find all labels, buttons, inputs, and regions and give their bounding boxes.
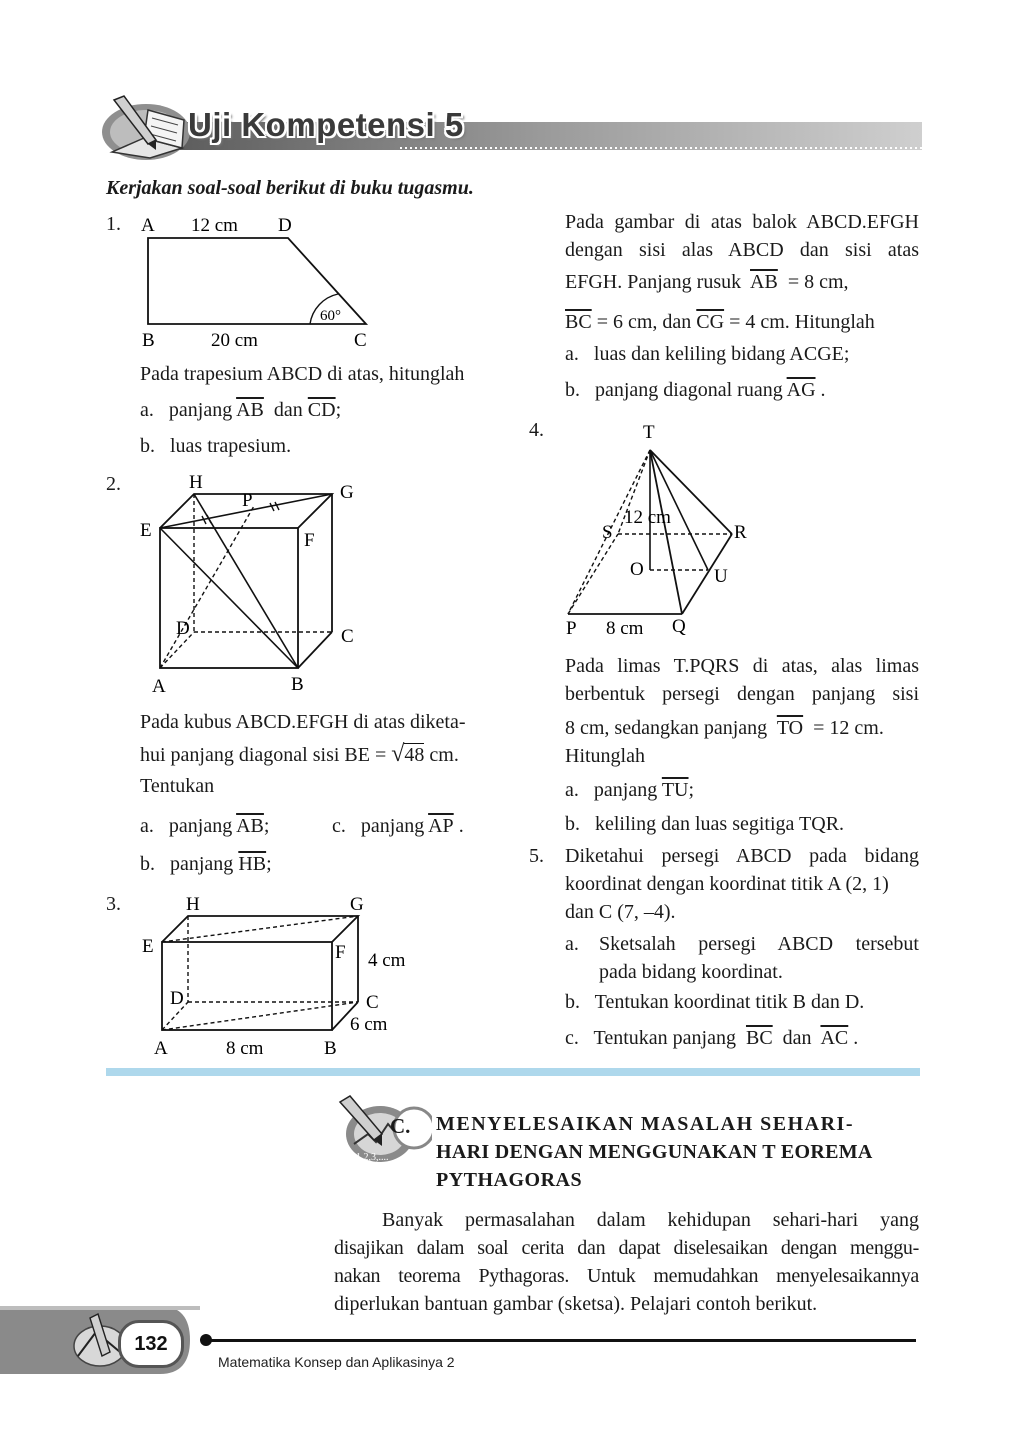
q3-label-l8: 8 cm (226, 1038, 264, 1059)
section-c-para-line2: disajikan dalam soal cerita dan dapat diselesaikan dengan menggu- (334, 1237, 919, 1259)
q3-number: 3. (106, 893, 121, 915)
q3-b-end: . (820, 379, 826, 401)
q2-label-g: G (340, 482, 354, 503)
sqrt-symbol: √ (391, 741, 405, 767)
q2-label-f: F (304, 530, 315, 551)
q4-item-a (565, 776, 694, 804)
q5-b-prefix: b. (565, 991, 580, 1013)
instruction: Kerjakan soal-soal berikut di buku tugasmu. (106, 177, 474, 199)
q5-item-a-prefix: a. (565, 933, 579, 955)
q4-line3 (565, 714, 884, 742)
q4-label-o: O (630, 559, 644, 580)
q3-label-h: H (186, 894, 200, 915)
q3-label-b: B (324, 1038, 337, 1059)
section-c-icon-caption: 1,2,3,.... (356, 1152, 389, 1163)
q3-line3b: = 8 cm, (787, 271, 849, 293)
pencil-book-icon (104, 94, 190, 160)
q2-cube-figure (136, 466, 366, 700)
q5-c-seg2: $\overline{AC}$ (820, 1027, 849, 1049)
q4-a-end: ; (688, 779, 695, 801)
q4-a-prefix: a. (565, 779, 579, 801)
q5-line2: koordinat dengan koordinat titik A (2, 1) (565, 873, 889, 895)
q4-item-b (565, 810, 844, 838)
q5-c-text: Tentukan panjang (593, 1027, 736, 1049)
q2-label-b: B (291, 674, 304, 695)
q4-b-prefix: b. (565, 813, 580, 835)
q2-label-d: D (176, 618, 190, 639)
q4-line1: Pada limas T.PQRS di atas, alas limas (565, 655, 919, 677)
q5-line1: Diketahui persegi ABCD pada bidang (565, 845, 919, 867)
q2-item-c (332, 812, 464, 840)
q4-line4: Hitunglah (565, 745, 645, 767)
q1-text: Pada trapesium ABCD di atas, hitunglah (140, 363, 465, 385)
q2-label-a: A (152, 676, 166, 697)
q3-a-prefix: a. (565, 343, 579, 365)
q3-line3a: EFGH. Panjang rusuk (565, 271, 742, 293)
q5-c-prefix: c. (565, 1027, 579, 1049)
q3-label-c: C (366, 992, 379, 1013)
q3-line4 (565, 308, 875, 336)
q4-line2: berbentuk persegi dengan panjang sisi (565, 683, 919, 705)
q2-c-prefix: c. (332, 815, 346, 837)
q2-b-prefix: b. (140, 853, 155, 875)
q3-item-b (565, 376, 826, 404)
q2-radicand: 48 (404, 744, 425, 766)
q4-line3-seg: $\overline{TO}$ (776, 717, 804, 739)
header-title: Uji Kompetensi 5 (188, 106, 464, 143)
q3-line4a: = 6 cm, dan (596, 311, 692, 333)
q1-number: 1. (106, 213, 121, 235)
q3-label-e: E (142, 936, 154, 957)
q4-a-seg: $\overline{TU}$ (661, 779, 689, 801)
q2-unit: cm. (429, 744, 459, 766)
q1-a-cd: $\overline{CD}$ (307, 399, 336, 421)
q4-label-t: T (643, 422, 655, 443)
q3-label-d: D (170, 988, 184, 1009)
q1-item-b (140, 432, 291, 460)
q3-label-a: A (154, 1038, 168, 1059)
q1-label-bottom: 20 cm (211, 330, 258, 351)
q3-label-g: G (350, 894, 364, 915)
q1-item-a (140, 396, 341, 424)
q2-c-end: . (458, 815, 464, 837)
footer-line (210, 1339, 916, 1342)
q4-label-s8: 8 cm (606, 618, 644, 639)
q1-label-c: C (354, 330, 367, 351)
q3-line1: Pada gambar di atas balok ABCD.EFGH (565, 211, 919, 233)
q1-a-prefix: a. (140, 399, 154, 421)
q5-item-a-line2: pada bidang koordinat. (599, 961, 783, 983)
q3-line4b: = 4 cm. Hitunglah (729, 311, 875, 333)
q2-b-end: ; (266, 853, 272, 875)
q2-text-line2 (140, 740, 459, 769)
q4-label-h12: 12 cm (624, 507, 671, 528)
section-divider (106, 1068, 920, 1076)
q3-b-prefix: b. (565, 379, 580, 401)
q1-b-prefix: b. (140, 435, 155, 457)
q1-label-a: A (141, 215, 155, 236)
section-c-title-line2: HARI DENGAN MENGGUNAKAN T EOREMA (436, 1141, 873, 1163)
section-c-para-line1: Banyak permasalahan dalam kehidupan sehari-hari yang (382, 1209, 919, 1231)
q3-b-seg: $\overline{AG}$ (786, 379, 816, 401)
q2-label-c: C (341, 626, 354, 647)
q1-a-text: panjang (168, 399, 233, 421)
q4-label-r: R (734, 522, 747, 543)
q1-b-text: luas trapesium. (170, 435, 292, 457)
q2-c-seg: $\overline{AP}$ (428, 815, 454, 837)
q2-number: 2. (106, 473, 121, 495)
section-c-title-line1: MENYELESAIKAN MASALAH SEHARI- (436, 1113, 854, 1135)
q5-number: 5. (529, 845, 544, 867)
q3-line3 (565, 268, 849, 296)
footer-page-badge (118, 1320, 184, 1368)
q1-a-end: ; (335, 399, 342, 421)
q2-a-end: ; (263, 815, 270, 837)
q2-text-line1: Pada kubus ABCD.EFGH di atas diketa- (140, 711, 466, 733)
q1-label-b: B (142, 330, 155, 351)
q2-a-prefix: a. (140, 815, 154, 837)
q5-c-dan: dan (782, 1027, 812, 1049)
q3-label-w6: 6 cm (350, 1014, 388, 1035)
q2-text2: hui panjang diagonal sisi BE = (140, 744, 387, 766)
q3-b-text: panjang diagonal ruang (595, 379, 783, 401)
q5-line3: dan C (7, –4). (565, 901, 676, 923)
q2-a-seg: $\overline{AB}$ (236, 815, 264, 837)
q5-b-text: Tentukan koordinat titik B dan D. (594, 991, 865, 1013)
q1-label-top: 12 cm (191, 215, 238, 236)
q3-label-f: F (335, 942, 346, 963)
q4-b-text: keliling dan luas segitiga TQR. (595, 813, 845, 835)
q1-label-angle: 60° (320, 308, 341, 324)
q4-number: 4. (529, 419, 544, 441)
q3-line4-seg2: $\overline{CG}$ (696, 311, 725, 333)
q3-line3-seg: $\overline{AB}$ (750, 271, 778, 293)
q3-line2: dengan sisi alas ABCD dan sisi atas (565, 239, 919, 261)
q3-label-h4: 4 cm (368, 950, 406, 971)
q1-label-d: D (278, 215, 292, 236)
footer-book-title: Matematika Konsep dan Aplikasinya 2 (218, 1354, 455, 1370)
q2-item-b (140, 850, 272, 878)
section-c-para-line3: nakan teorema Pythagoras. Untuk memudahkan menyelesaikannya (334, 1265, 919, 1287)
q2-label-e: E (140, 520, 152, 541)
q5-c-end: . (853, 1027, 859, 1049)
q1-a-dan: dan (273, 399, 303, 421)
footer-page-number: 132 (134, 1332, 168, 1355)
q2-c-text: panjang (360, 815, 425, 837)
q4-line3b: = 12 cm. (813, 717, 884, 739)
q4-label-u: U (714, 566, 728, 587)
q4-label-q: Q (672, 616, 686, 637)
q3-item-a (565, 340, 849, 368)
q2-a-text: panjang (168, 815, 233, 837)
q4-label-s: S (602, 522, 613, 543)
section-c-badge: C. (390, 1114, 411, 1138)
section-c-icon (336, 1094, 432, 1166)
q4-a-text: panjang (593, 779, 658, 801)
q2-b-seg: $\overline{HB}$ (238, 853, 267, 875)
q5-item-a-line1: Sketsalah persegi ABCD tersebut (599, 933, 919, 955)
q2-item-a (140, 812, 269, 840)
q2-text-line3: Tentukan (140, 775, 215, 797)
q5-item-b (565, 988, 864, 1016)
q5-item-c (565, 1024, 858, 1052)
q4-label-p: P (566, 618, 577, 639)
q3-cuboid-figure (136, 886, 426, 1066)
q3-line4-seg1: $\overline{BC}$ (565, 311, 592, 333)
section-c-para-line4: diperlukan bantuan gambar (sketsa). Pelajari contoh berikut. (334, 1293, 818, 1315)
header (100, 92, 922, 162)
q3-a-text: luas dan keliling bidang ACGE; (593, 343, 850, 365)
q2-b-text: panjang (170, 853, 234, 875)
q2-label-h: H (189, 472, 203, 493)
q4-line3a: 8 cm, sedangkan panjang (565, 717, 768, 739)
q4-pyramid-figure (556, 418, 776, 642)
q5-c-seg1: $\overline{BC}$ (745, 1027, 773, 1049)
section-c-title-line3: PYTHAGORAS (436, 1169, 583, 1191)
q2-label-p: P (242, 490, 253, 511)
q1-trapezoid-figure (130, 206, 390, 356)
q1-a-ab: $\overline{AB}$ (236, 399, 264, 421)
